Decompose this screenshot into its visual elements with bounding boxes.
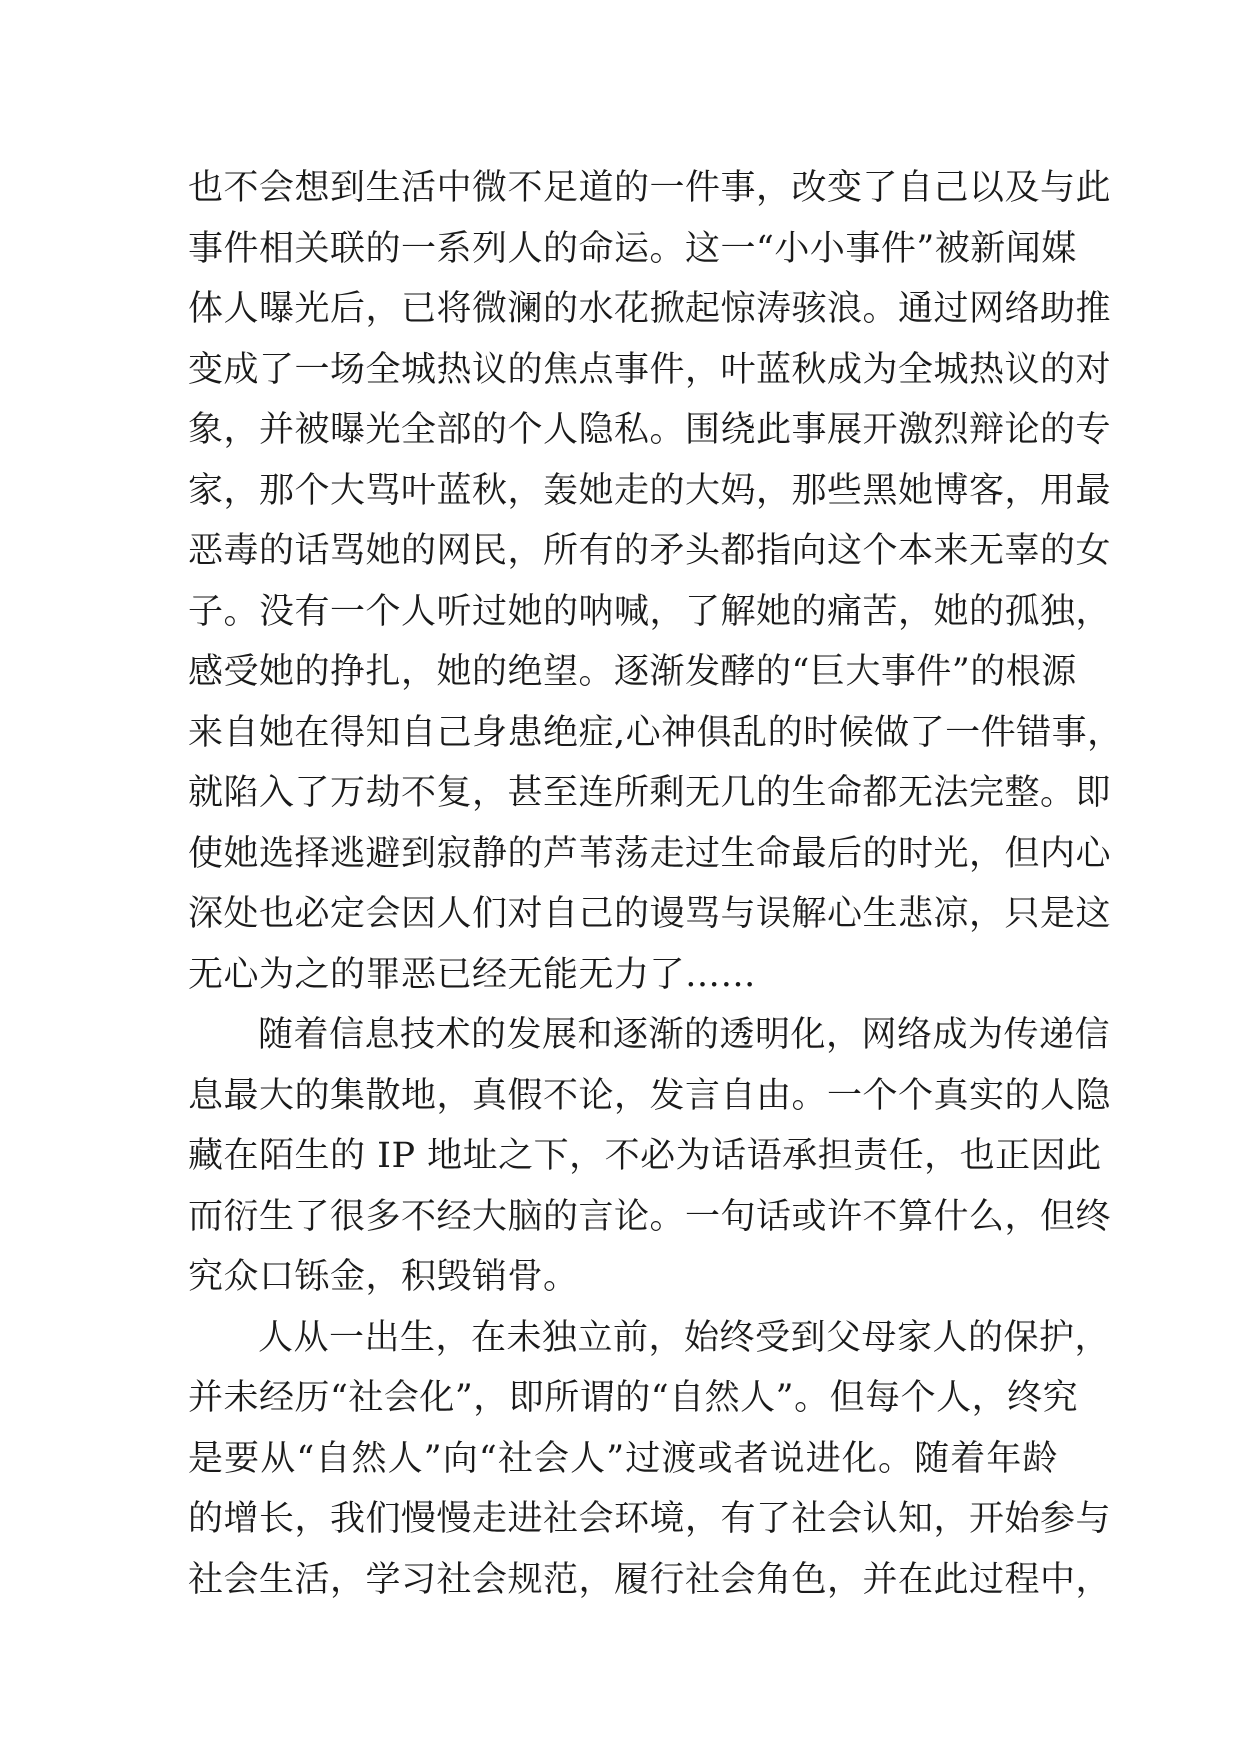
paragraph-first-line: 随着信息技术的发展和逐渐的透明化，网络成为传递信: [258, 1015, 1111, 1055]
text-line: 就陷入了万劫不复，甚至连所剩无几的生命都无法完整。即: [188, 773, 1112, 813]
text-line: 并未经历“社会化”，即所谓的“自然人”。但每个人，终究: [188, 1378, 1079, 1418]
text-line: 恶毒的话骂她的网民，所有的矛头都指向这个本来无辜的女: [188, 531, 1112, 571]
text-line: 藏在陌生的 IP 地址之下，不必为话语承担责任，也正因此: [188, 1136, 1102, 1176]
text-line: 家，那个大骂叶蓝秋，轰她走的大妈，那些黑她博客，用最: [188, 470, 1112, 511]
text-line: 来自她在得知自己身患绝症,心神俱乱的时候做了一件错事，: [188, 712, 1123, 753]
text-line: 的增长，我们慢慢走进社会环境，有了社会认知，开始参与: [188, 1499, 1112, 1539]
text-line: 深处也必定会因人们对自己的谩骂与误解心生悲凉，只是这: [188, 894, 1112, 934]
text-line: 体人曝光后，已将微澜的水花掀起惊涛骇浪。通过网络助推: [188, 289, 1112, 329]
text-line: 象，并被曝光全部的个人隐私。围绕此事展开激烈辩论的专: [188, 410, 1112, 450]
text-line: 是要从“自然人”向“社会人”过渡或者说进化。随着年龄: [188, 1438, 1058, 1479]
text-line: 变成了一场全城热议的焦点事件，叶蓝秋成为全城热议的对: [188, 349, 1112, 390]
text-line: 事件相关联的一系列人的命运。这一“小小事件”被新闻媒: [188, 228, 1077, 269]
text-line: 而衍生了很多不经大脑的言论。一句话或许不算什么，但终: [188, 1196, 1112, 1237]
text-line: 无心为之的罪恶已经无能无力了……: [188, 954, 757, 995]
paragraph-first-line: 人从一出生，在未独立前，始终受到父母家人的保护，: [258, 1317, 1111, 1358]
text-line: 究众口铄金，积毁销骨。: [188, 1257, 579, 1297]
text-line: 感受她的挣扎，她的绝望。逐渐发酵的“巨大事件”的根源: [188, 652, 1077, 692]
text-line: 使她选择逃避到寂静的芦苇荡走过生命最后的时光，但内心: [188, 833, 1112, 874]
text-line: 子。没有一个人听过她的呐喊，了解她的痛苦，她的孤独，: [188, 591, 1112, 632]
text-line: 社会生活，学习社会规范，履行社会角色，并在此过程中，: [188, 1559, 1112, 1600]
text-line: 也不会想到生活中微不足道的一件事，改变了自己以及与此: [188, 168, 1112, 208]
text-line: 息最大的集散地，真假不论，发言自由。一个个真实的人隐: [188, 1075, 1112, 1116]
body-text: [188, 158, 1123, 1610]
